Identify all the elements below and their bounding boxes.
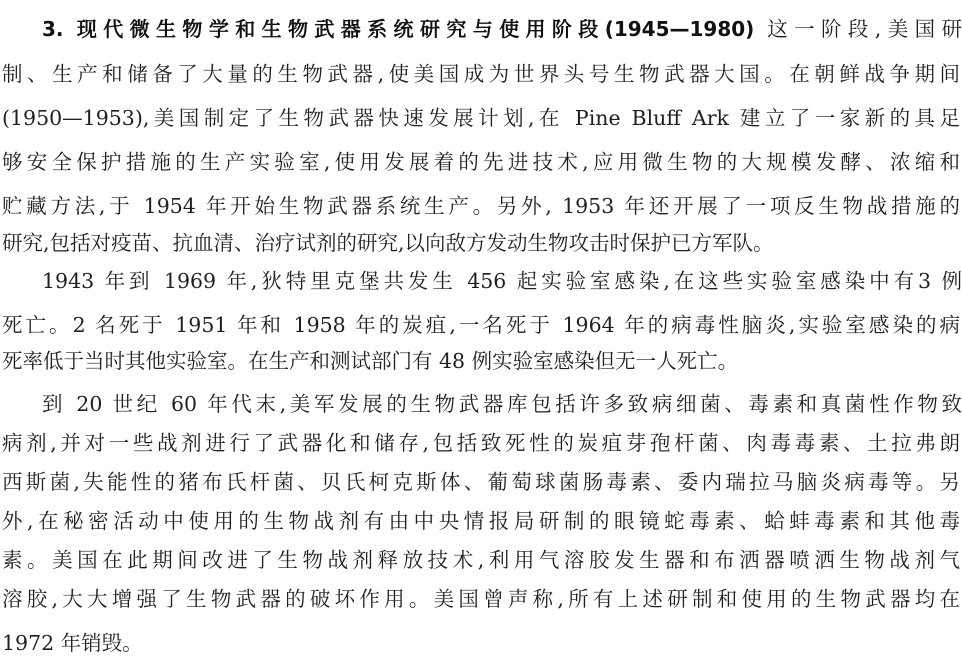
paragraph2-line-1: 1943 年到 1969 年,狄特里克堡共发生 456 起实验室感染,在这些实验室感染中有3 例 — [42, 269, 962, 293]
paragraph3-line-3: 西斯菌,失能性的猪布氏杆菌、贝氏柯克斯体、葡萄球菌肠毒素、委内瑞拉马脑炎病毒等。另 — [2, 470, 960, 494]
paragraph3-line-1: 到 20 世纪 60 年代末,美军发展的生物武器库包括许多致病细菌、毒素和真菌性作物致 — [42, 392, 962, 416]
paragraph2-line-2: 死亡。2 名死于 1951 年和 1958 年的炭疽,一名死于 1964 年的病毒性脑炎,实验室感染的病 — [2, 313, 960, 337]
paragraph3-line-4: 外,在秘密活动中使用的生物战剂有由中央情报局研制的眼镜蛇毒素、蛤蚌毒素和其他毒 — [2, 509, 960, 533]
section-heading: 3. 现代微生物学和生物武器系统研究与使用阶段(1945—1980) — [42, 17, 755, 41]
paragraph3-line-5: 素。美国在此期间改进了生物战剂释放技术,利用气溶胶发生器和布洒器喷洒生物战剂气 — [2, 548, 960, 572]
paragraph1-lead: 这一阶段,美国研 — [767, 17, 962, 41]
paragraph3-line-7: 1972 年销毁。 — [2, 631, 143, 655]
paragraph1-line-4: 够安全保护措施的生产实验室,使用发展着的先进技术,应用微生物的大规模发酵、浓缩和 — [2, 150, 960, 174]
paragraph3-line-6: 溶胶,大大增强了生物武器的破坏作用。美国曾声称,所有上述研制和使用的生物武器均在 — [2, 587, 960, 611]
paragraph3-line-2: 病剂,并对一些战剂进行了武器化和储存,包括致死性的炭疽芽孢杆菌、肉毒毒素、土拉弗朗 — [2, 431, 960, 455]
paragraph2-line-3: 死率低于当时其他实验室。在生产和测试部门有 48 例实验室感染但无一人死亡。 — [2, 349, 739, 373]
paragraph1-line-3: (1950—1953),美国制定了生物武器快速发展计划,在 Pine Bluff Ark 建立了一家新的具足 — [2, 106, 960, 130]
paragraph1-line-1 — [0, 12, 962, 46]
paragraph1-line-5: 贮藏方法,于 1954 年开始生物武器系统生产。另外, 1953 年还开展了一项反生物战措施的 — [2, 194, 960, 218]
paragraph1-line-6: 研究,包括对疫苗、抗血清、治疗试剂的研究,以向敌方发动生物攻击时保护已方军队。 — [2, 231, 774, 255]
paragraph1-line-2: 制、生产和储备了大量的生物武器,使美国成为世界头号生物武器大国。在朝鲜战争期间 — [2, 62, 960, 86]
